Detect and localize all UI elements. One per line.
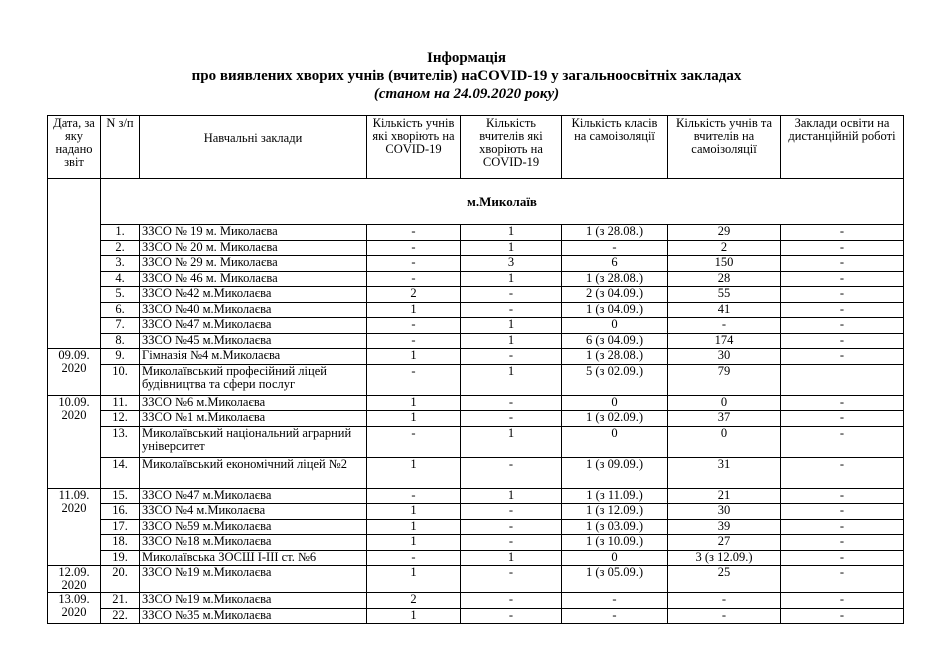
table-row — [48, 349, 904, 365]
teachers-sick-count: 1 — [461, 550, 562, 566]
pupils-sick-count: 1 — [367, 349, 461, 365]
table-row — [48, 225, 904, 241]
teachers-sick-count: 1 — [461, 364, 562, 395]
classes-isolation-count: 0 — [562, 550, 668, 566]
classes-isolation-count: 1 (з 03.09.) — [562, 519, 668, 535]
document-title: Інформація — [426, 50, 506, 66]
remote-school-flag: - — [781, 271, 904, 287]
remote-school-flag — [781, 364, 904, 395]
teachers-sick-count: - — [461, 457, 562, 488]
people-isolation-count: 0 — [668, 395, 781, 411]
table-row — [48, 256, 904, 272]
classes-isolation-count: - — [562, 240, 668, 256]
row-number: 15. — [101, 488, 140, 504]
document-subtitle: про виявлених хворих учнів (вчителів) наCOVID-19 у загальноосвітніх закладах — [191, 68, 742, 84]
table-row — [48, 302, 904, 318]
header-date: Дата, за яку надано звіт — [48, 116, 101, 179]
row-number: 17. — [101, 519, 140, 535]
classes-isolation-count: 1 (з 02.09.) — [562, 411, 668, 427]
school-name: ЗЗСО №4 м.Миколаєва — [140, 504, 367, 520]
row-number: 4. — [101, 271, 140, 287]
report-date-cell: 12.09. 2020 — [48, 566, 101, 593]
table-row — [48, 457, 904, 488]
teachers-sick-count: - — [461, 411, 562, 427]
people-isolation-count: - — [668, 593, 781, 609]
people-isolation-count: 27 — [668, 535, 781, 551]
school-name: Миколаївська ЗОСШ І-ІІІ ст. №6 — [140, 550, 367, 566]
classes-isolation-count: 0 — [562, 426, 668, 457]
pupils-sick-count: - — [367, 225, 461, 241]
row-number: 22. — [101, 608, 140, 624]
school-name: ЗЗСО №40 м.Миколаєва — [140, 302, 367, 318]
teachers-sick-count: 1 — [461, 240, 562, 256]
report-date-cell: 09.09. 2020 — [48, 349, 101, 396]
school-name: ЗЗСО № 46 м. Миколаєва — [140, 271, 367, 287]
teachers-sick-count: - — [461, 593, 562, 609]
classes-isolation-count: - — [562, 593, 668, 609]
table-row — [48, 287, 904, 303]
row-number: 1. — [101, 225, 140, 241]
row-number: 16. — [101, 504, 140, 520]
people-isolation-count: 37 — [668, 411, 781, 427]
remote-school-flag: - — [781, 426, 904, 457]
people-isolation-count: 28 — [668, 271, 781, 287]
people-isolation-count: 31 — [668, 457, 781, 488]
city-row — [48, 179, 904, 225]
remote-school-flag: - — [781, 349, 904, 365]
pupils-sick-count: 2 — [367, 287, 461, 303]
pupils-sick-count: 1 — [367, 504, 461, 520]
teachers-sick-count: - — [461, 302, 562, 318]
row-number: 18. — [101, 535, 140, 551]
pupils-sick-count: 1 — [367, 457, 461, 488]
header-people-isolation: Кількість учнів та вчителів на самоізоляції — [668, 116, 781, 179]
row-number: 11. — [101, 395, 140, 411]
row-number: 12. — [101, 411, 140, 427]
classes-isolation-count: 1 (з 05.09.) — [562, 566, 668, 593]
pupils-sick-count: 1 — [367, 302, 461, 318]
report-date-cell — [48, 225, 101, 349]
pupils-sick-count: - — [367, 318, 461, 334]
remote-school-flag: - — [781, 457, 904, 488]
pupils-sick-count: 1 — [367, 608, 461, 624]
school-name: ЗЗСО № 29 м. Миколаєва — [140, 256, 367, 272]
school-name: Гімназія №4 м.Миколаєва — [140, 349, 367, 365]
pupils-sick-count: - — [367, 364, 461, 395]
classes-isolation-count: 1 (з 11.09.) — [562, 488, 668, 504]
teachers-sick-count: 1 — [461, 271, 562, 287]
table-row — [48, 488, 904, 504]
teachers-sick-count: 3 — [461, 256, 562, 272]
classes-isolation-count: 1 (з 28.08.) — [562, 349, 668, 365]
people-isolation-count: - — [668, 608, 781, 624]
row-number: 21. — [101, 593, 140, 609]
people-isolation-count: 25 — [668, 566, 781, 593]
header-pupils-sick: Кількість учнів які хворіють на COVID-19 — [367, 116, 461, 179]
classes-isolation-count: 1 (з 09.09.) — [562, 457, 668, 488]
classes-isolation-count: 1 (з 04.09.) — [562, 302, 668, 318]
table-body — [48, 225, 904, 624]
table-row — [48, 240, 904, 256]
pupils-sick-count: - — [367, 271, 461, 287]
pupils-sick-count: - — [367, 426, 461, 457]
school-name: ЗЗСО №18 м.Миколаєва — [140, 535, 367, 551]
people-isolation-count: 3 (з 12.09.) — [668, 550, 781, 566]
teachers-sick-count: 1 — [461, 225, 562, 241]
row-number: 7. — [101, 318, 140, 334]
row-number: 20. — [101, 566, 140, 593]
table-header-row — [48, 116, 904, 179]
people-isolation-count: 55 — [668, 287, 781, 303]
teachers-sick-count: - — [461, 608, 562, 624]
pupils-sick-count: 1 — [367, 535, 461, 551]
classes-isolation-count: 1 (з 28.08.) — [562, 225, 668, 241]
classes-isolation-count: 6 (з 04.09.) — [562, 333, 668, 349]
teachers-sick-count: 1 — [461, 333, 562, 349]
pupils-sick-count: - — [367, 240, 461, 256]
people-isolation-count: 174 — [668, 333, 781, 349]
pupils-sick-count: - — [367, 256, 461, 272]
people-isolation-count: 2 — [668, 240, 781, 256]
pupils-sick-count: - — [367, 550, 461, 566]
people-isolation-count: 0 — [668, 426, 781, 457]
people-isolation-count: 30 — [668, 349, 781, 365]
school-name: ЗЗСО №6 м.Миколаєва — [140, 395, 367, 411]
table-row — [48, 566, 904, 593]
table-row — [48, 333, 904, 349]
teachers-sick-count: - — [461, 349, 562, 365]
row-number: 8. — [101, 333, 140, 349]
teachers-sick-count: 1 — [461, 426, 562, 457]
people-isolation-count: - — [668, 318, 781, 334]
people-isolation-count: 39 — [668, 519, 781, 535]
remote-school-flag: - — [781, 287, 904, 303]
people-isolation-count: 30 — [668, 504, 781, 520]
school-name: ЗЗСО №45 м.Миколаєва — [140, 333, 367, 349]
table-row — [48, 519, 904, 535]
school-name: ЗЗСО №59 м.Миколаєва — [140, 519, 367, 535]
teachers-sick-count: - — [461, 287, 562, 303]
teachers-sick-count: - — [461, 535, 562, 551]
covid-cases-table — [47, 115, 904, 624]
table-row — [48, 364, 904, 395]
row-number: 10. — [101, 364, 140, 395]
school-name: ЗЗСО №19 м.Миколаєва — [140, 566, 367, 593]
teachers-sick-count: 1 — [461, 488, 562, 504]
people-isolation-count: 79 — [668, 364, 781, 395]
table-row — [48, 550, 904, 566]
header-remote-schools: Заклади освіти на дистанційній роботі — [781, 116, 904, 179]
classes-isolation-count: 1 (з 28.08.) — [562, 271, 668, 287]
table-row — [48, 535, 904, 551]
people-isolation-count: 150 — [668, 256, 781, 272]
remote-school-flag: - — [781, 240, 904, 256]
classes-isolation-count: 2 (з 04.09.) — [562, 287, 668, 303]
teachers-sick-count: - — [461, 395, 562, 411]
remote-school-flag: - — [781, 608, 904, 624]
remote-school-flag: - — [781, 593, 904, 609]
classes-isolation-count: 0 — [562, 318, 668, 334]
school-name: ЗЗСО № 19 м. Миколаєва — [140, 225, 367, 241]
report-date-cell: 13.09. 2020 — [48, 593, 101, 624]
teachers-sick-count: - — [461, 566, 562, 593]
remote-school-flag: - — [781, 488, 904, 504]
remote-school-flag: - — [781, 318, 904, 334]
pupils-sick-count: 2 — [367, 593, 461, 609]
row-number: 5. — [101, 287, 140, 303]
people-isolation-count: 41 — [668, 302, 781, 318]
teachers-sick-count: 1 — [461, 318, 562, 334]
table-row — [48, 504, 904, 520]
remote-school-flag: - — [781, 566, 904, 593]
school-name: ЗЗСО №47 м.Миколаєва — [140, 488, 367, 504]
classes-isolation-count: - — [562, 608, 668, 624]
table-row — [48, 271, 904, 287]
remote-school-flag: - — [781, 504, 904, 520]
remote-school-flag: - — [781, 302, 904, 318]
remote-school-flag: - — [781, 411, 904, 427]
school-name: ЗЗСО №35 м.Миколаєва — [140, 608, 367, 624]
report-date-line: (станом на 24.09.2020 року) — [373, 86, 560, 102]
school-name: ЗЗСО №19 м.Миколаєва — [140, 593, 367, 609]
city-name: м.Миколаїв — [101, 179, 904, 225]
pupils-sick-count: 1 — [367, 395, 461, 411]
report-date-cell: 10.09. 2020 — [48, 395, 101, 488]
pupils-sick-count: 1 — [367, 519, 461, 535]
remote-school-flag: - — [781, 550, 904, 566]
table-row — [48, 608, 904, 624]
school-name: ЗЗСО №1 м.Миколаєва — [140, 411, 367, 427]
row-number: 6. — [101, 302, 140, 318]
pupils-sick-count: - — [367, 333, 461, 349]
school-name: Миколаївський професійний ліцей будівництва та сфери послуг — [140, 364, 367, 395]
classes-isolation-count: 5 (з 02.09.) — [562, 364, 668, 395]
remote-school-flag: - — [781, 225, 904, 241]
row-number: 9. — [101, 349, 140, 365]
city-row-date-cell — [48, 179, 101, 225]
teachers-sick-count: - — [461, 519, 562, 535]
table-row — [48, 426, 904, 457]
table-row — [48, 411, 904, 427]
remote-school-flag: - — [781, 535, 904, 551]
remote-school-flag: - — [781, 519, 904, 535]
pupils-sick-count: 1 — [367, 411, 461, 427]
pupils-sick-count: - — [367, 488, 461, 504]
row-number: 3. — [101, 256, 140, 272]
header-teachers-sick: Кількість вчителів які хворіють на COVID-19 — [461, 116, 562, 179]
row-number: 13. — [101, 426, 140, 457]
people-isolation-count: 21 — [668, 488, 781, 504]
people-isolation-count: 29 — [668, 225, 781, 241]
report-date-cell: 11.09. 2020 — [48, 488, 101, 566]
remote-school-flag: - — [781, 333, 904, 349]
classes-isolation-count: 1 (з 12.09.) — [562, 504, 668, 520]
school-name: ЗЗСО № 20 м. Миколаєва — [140, 240, 367, 256]
row-number: 19. — [101, 550, 140, 566]
header-classes-isolation: Кількість класів на самоізоляції — [562, 116, 668, 179]
table-row — [48, 593, 904, 609]
school-name: ЗЗСО №42 м.Миколаєва — [140, 287, 367, 303]
header-number: N з/п — [101, 116, 140, 179]
header-school: Навчальні заклади — [140, 116, 367, 179]
row-number: 14. — [101, 457, 140, 488]
school-name: Миколаївський економічний ліцей №2 — [140, 457, 367, 488]
row-number: 2. — [101, 240, 140, 256]
classes-isolation-count: 6 — [562, 256, 668, 272]
table-row — [48, 318, 904, 334]
school-name: ЗЗСО №47 м.Миколаєва — [140, 318, 367, 334]
pupils-sick-count: 1 — [367, 566, 461, 593]
school-name: Миколаївський національний аграрний університет — [140, 426, 367, 457]
remote-school-flag: - — [781, 395, 904, 411]
teachers-sick-count: - — [461, 504, 562, 520]
table-row — [48, 395, 904, 411]
classes-isolation-count: 0 — [562, 395, 668, 411]
classes-isolation-count: 1 (з 10.09.) — [562, 535, 668, 551]
remote-school-flag: - — [781, 256, 904, 272]
